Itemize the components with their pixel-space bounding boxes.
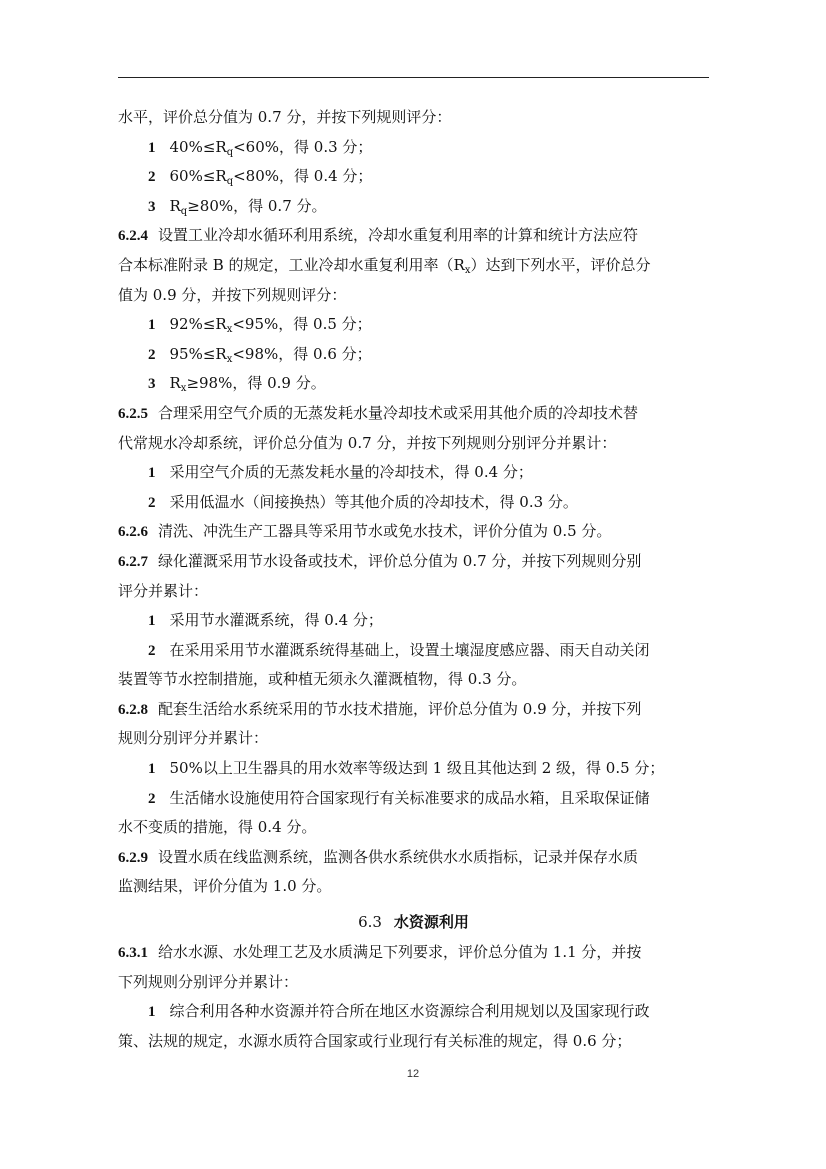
list-item: 2 $60\%\le R_q<80\%$，得 0.4 分；	[148, 167, 373, 188]
item-number: 1	[148, 761, 156, 778]
clause-6-2-4: 6.2.4 设置工业冷却水循环利用系统，冷却水重复利用率的计算和统计方法应符	[118, 226, 639, 245]
list-item: 1 采用空气介质的无蒸发耗水量的冷却技术，得 0.4 分；	[148, 463, 533, 482]
list-item: 1 $92\%\le R_x<95\%$，得 0.5 分；	[148, 315, 372, 336]
item-number: 1	[148, 139, 156, 156]
list-item: 2 生活储水设施使用符合国家现行有关标准要求的成品水箱，且采取保证储	[148, 788, 650, 807]
text-line: 策、法规的规定，水源水质符合国家或行业现行有关标准的规定，得 0.6 分；	[118, 1031, 632, 1050]
section-number: 6.3	[358, 913, 382, 932]
text-line: 合本标准附录 B 的规定，工业冷却水重复利用率$(R_x)$达到下列水平，评价总分	[118, 255, 651, 276]
clause-6-2-5: 6.2.5 合理采用空气介质的无蒸发耗水量冷却技术或采用其他介质的冷却技术替	[118, 403, 639, 422]
item-number: 2	[148, 790, 156, 807]
clause-6-2-8: 6.2.8 配套生活给水系统采用的节水技术措施，评价总分值为 0.9 分，并按下列	[118, 699, 642, 718]
list-item: 3 $R_x\ge 98\%$，得 0.9 分。	[148, 374, 326, 395]
item-number: 2	[148, 346, 156, 363]
list-item: 1 综合利用各种水资源并符合所在地区水资源综合利用规划以及国家现行政	[148, 1002, 650, 1021]
clause-number: 6.2.6	[118, 524, 148, 541]
item-number: 1	[148, 317, 156, 334]
section-heading	[118, 902, 709, 938]
document-body	[118, 103, 709, 1056]
item-number: 3	[148, 198, 156, 215]
text-line: 水平，评价总分值为 0.7 分，并按下列规则评分：	[118, 108, 452, 126]
text-line: 水不变质的措施，得 0.4 分。	[118, 818, 317, 837]
clause-6-2-9: 6.2.9 设置水质在线监测系统，监测各供水系统供水水质指标，记录并保存水质	[118, 847, 639, 866]
text-line: 评分并累计：	[118, 581, 209, 600]
item-number: 2	[148, 494, 156, 511]
item-number: 1	[148, 465, 156, 482]
section-title: 水资源利用	[393, 913, 469, 932]
text-line: 监测结果，评价分值为 1.0 分。	[118, 877, 332, 896]
list-item: 1 $40\%\le R_q<60\%$，得 0.3 分；	[148, 137, 373, 158]
item-number: 1	[148, 613, 156, 630]
clause-6-2-6: 6.2.6 清洗、冲洗生产工器具等采用节水或免水技术，评价分值为 0.5 分。	[118, 522, 612, 541]
clause-6-2-7: 6.2.7 绿化灌溉采用节水设备或技术，评价总分值为 0.7 分，并按下列规则分别	[118, 551, 642, 570]
text-line: 装置等节水控制措施，或种植无须永久灌溉植物，得 0.3 分。	[118, 670, 527, 689]
page-number: 12	[406, 1068, 420, 1080]
list-item: 3 $R_q\ge 80\%$，得 0.7 分。	[148, 196, 327, 217]
clause-6-3-1: 6.3.1 给水水源、水处理工艺及水质满足下列要求，评价总分值为 1.1 分，并按	[118, 943, 642, 962]
list-item: 2 $95\%\le R_x<98\%$，得 0.6 分；	[148, 344, 372, 365]
clause-number: 6.2.8	[118, 701, 148, 718]
item-number: 2	[148, 169, 156, 186]
header-rule	[118, 77, 709, 78]
item-number: 2	[148, 642, 156, 659]
list-item: 2 在采用采用节水灌溉系统得基础上，设置土壤湿度感应器、雨天自动关闭	[148, 640, 650, 659]
text-line: 规则分别评分并累计：	[118, 729, 269, 748]
text-line: 代常规水冷却系统，评价总分值为 0.7 分，并按下列规则分别评分并累计：	[118, 433, 617, 452]
clause-number: 6.2.7	[118, 553, 148, 570]
list-item: 2 采用低温水（间接换热）等其他介质的冷却技术，得 0.3 分。	[148, 492, 578, 511]
text-line: 值为 0.9 分，并按下列规则评分：	[118, 285, 347, 304]
item-number: 1	[148, 1004, 156, 1021]
item-number: 3	[148, 376, 156, 393]
list-item: 1 50%以上卫生器具的用水效率等级达到 1 级且其他达到 2 级，得 0.5 分；	[148, 759, 665, 778]
clause-number: 6.2.4	[118, 228, 148, 245]
clause-number: 6.2.5	[118, 405, 148, 422]
clause-number: 6.3.1	[118, 945, 148, 962]
text-line: 下列规则分别评分并累计：	[118, 972, 299, 991]
list-item: 1 采用节水灌溉系统，得 0.4 分；	[148, 611, 383, 630]
clause-number: 6.2.9	[118, 849, 148, 866]
